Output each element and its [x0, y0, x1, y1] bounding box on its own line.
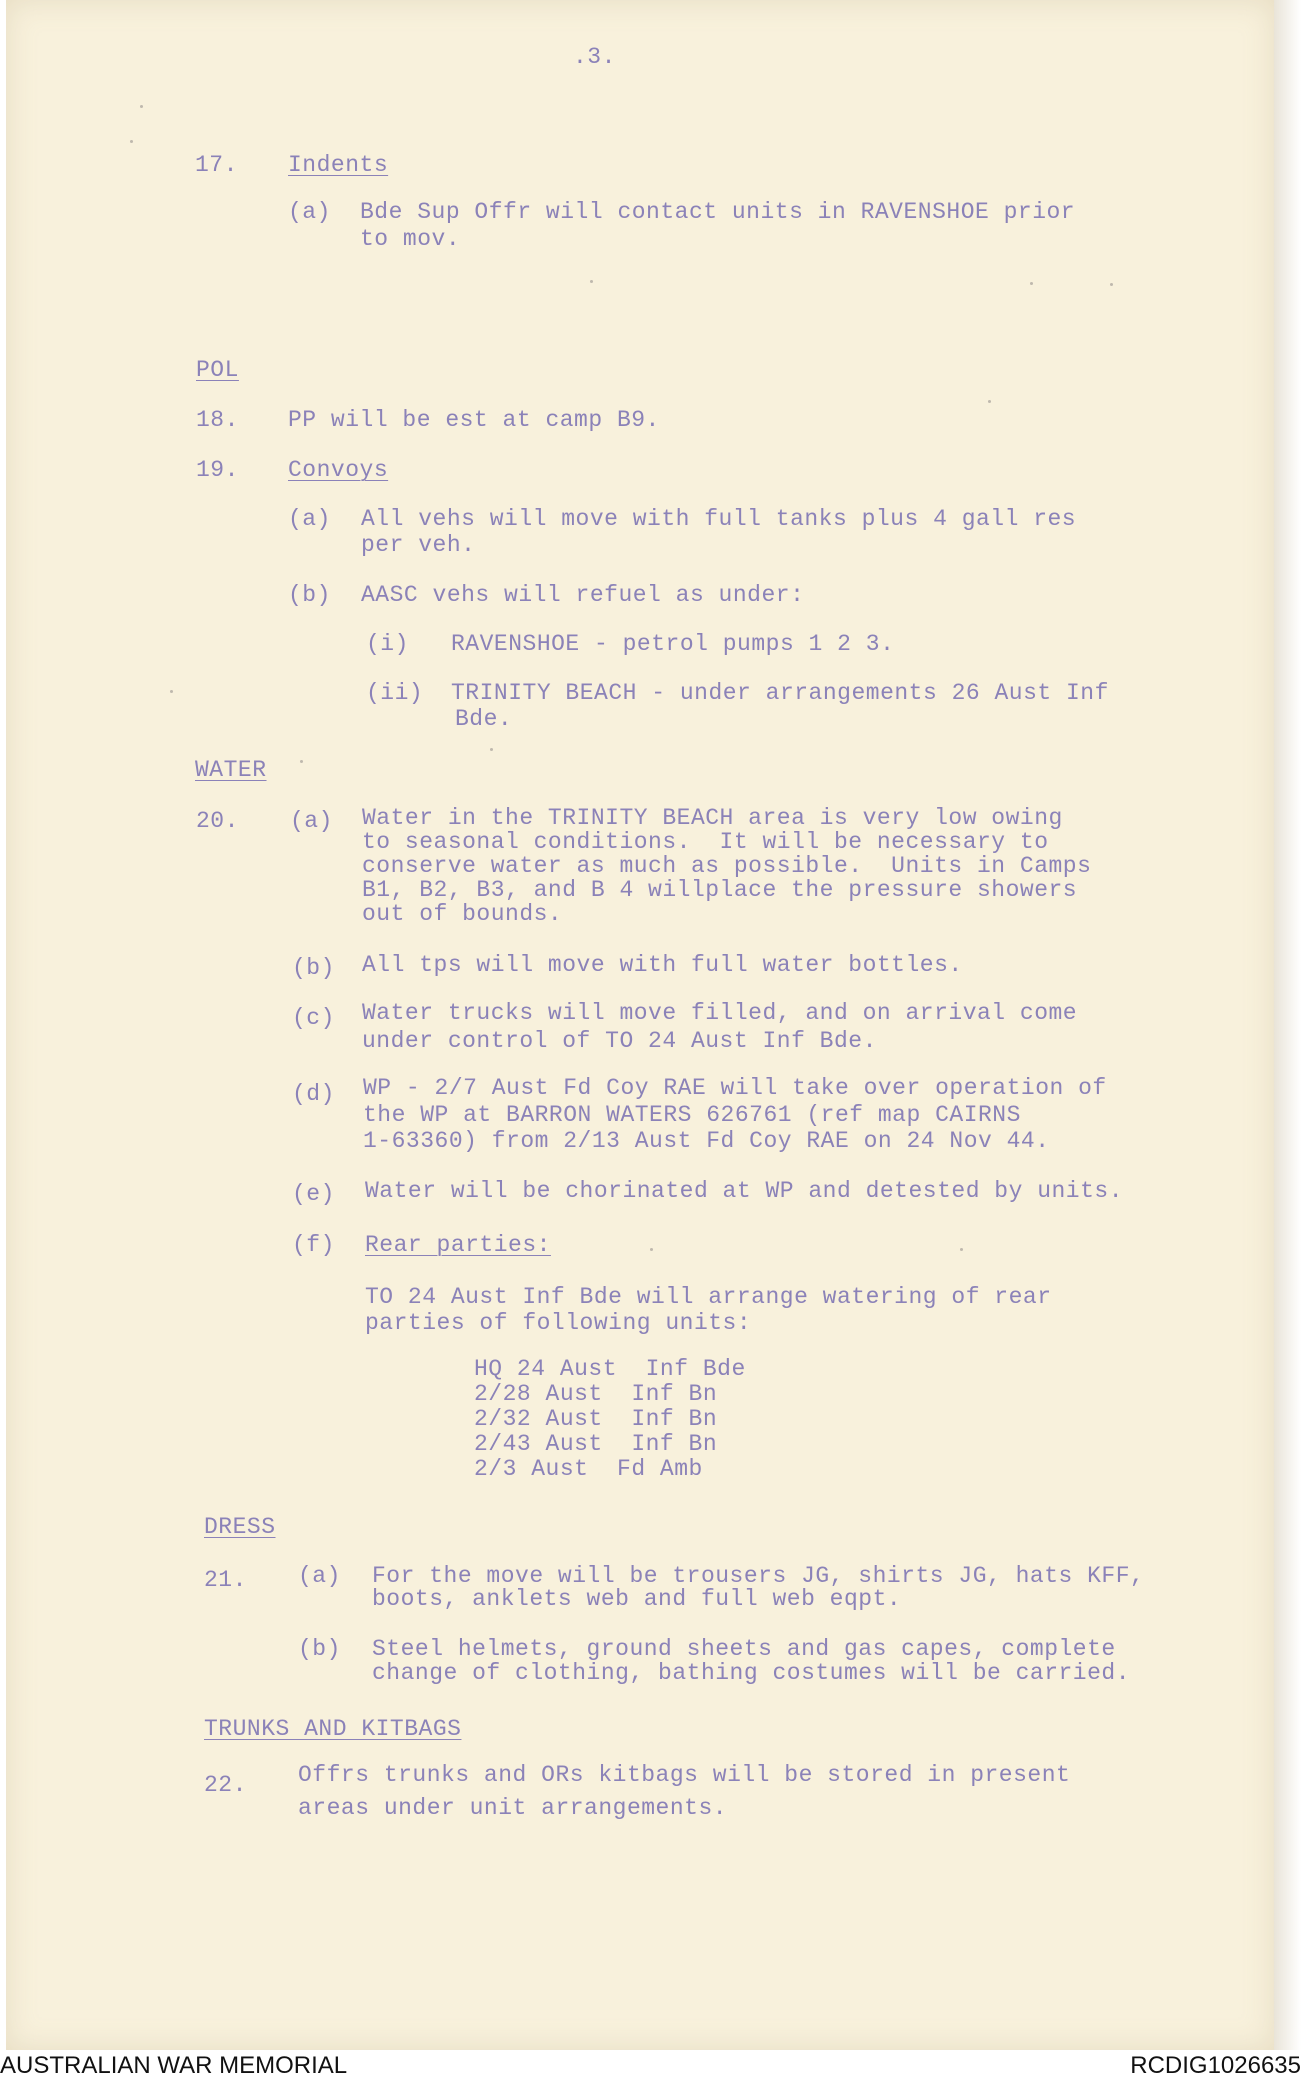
text-s20a-l2: to seasonal conditions. It will be necessary to — [362, 829, 1049, 855]
paper-speck — [988, 400, 991, 403]
text-water-head: WATER — [195, 757, 267, 783]
text-s22-l2: areas under unit arrangements. — [298, 1795, 728, 1821]
text-s19bi-lbl: (i) — [366, 631, 409, 657]
paper-speck — [590, 280, 593, 283]
paper-speck — [130, 140, 133, 143]
text-s20a-lbl: (a) — [290, 808, 333, 834]
text-pol-head: POL — [196, 357, 239, 383]
text-s19bii-l2: Bde. — [455, 706, 513, 732]
text-s19-head: Convoys — [288, 457, 389, 483]
text-s17a-lbl: (a) — [288, 199, 331, 225]
text-s20b-text: All tps will move with full water bottles. — [362, 952, 963, 978]
text-s17a-l2: to mov. — [360, 226, 461, 252]
text-unit2: 2/28 Aust Inf Bn — [474, 1381, 718, 1407]
text-s19b-lbl: (b) — [288, 582, 331, 608]
text-s19-num: 19. — [196, 457, 239, 483]
text-s19b-l1: AASC vehs will refuel as under: — [361, 582, 805, 608]
text-page-number: .3. — [573, 44, 616, 70]
text-s20c-l2: under control of TO 24 Aust Inf Bde. — [362, 1028, 877, 1054]
text-s19a-lbl: (a) — [288, 506, 331, 532]
text-s19bii-lbl: (ii) — [366, 680, 424, 706]
text-unit5: 2/3 Aust Fd Amb — [474, 1456, 703, 1482]
text-s20b-lbl: (b) — [292, 955, 335, 981]
text-s20f-head: Rear parties: — [365, 1232, 551, 1258]
paper-speck — [1110, 283, 1113, 286]
text-s18-text: PP will be est at camp B9. — [288, 407, 660, 433]
text-s20c-l1: Water trucks will move filled, and on arrival come — [362, 1000, 1078, 1026]
text-trunks-head: TRUNKS AND KITBAGS — [204, 1716, 462, 1742]
paper-speck — [650, 1248, 653, 1251]
text-s19a-l1: All vehs will move with full tanks plus 4 gall res — [361, 506, 1077, 532]
text-s20a-l4: B1, B2, B3, and B 4 willplace the pressure showers — [362, 877, 1078, 903]
text-s20e-text: Water will be chorinated at WP and detested by units. — [365, 1178, 1124, 1204]
text-s20f-l2: parties of following units: — [365, 1310, 752, 1336]
text-s20c-lbl: (c) — [292, 1005, 335, 1031]
text-s22-num: 22. — [204, 1772, 247, 1798]
text-s20d-l2: the WP at BARRON WATERS 626761 (ref map CAIRNS — [363, 1102, 1021, 1128]
text-s20e-lbl: (e) — [292, 1181, 335, 1207]
text-unit4: 2/43 Aust Inf Bn — [474, 1431, 718, 1457]
text-dress-head: DRESS — [204, 1514, 276, 1540]
text-s20a-l1: Water in the TRINITY BEACH area is very low owing — [362, 805, 1063, 831]
text-s20a-l3: conserve water as much as possible. Units in Camps — [362, 853, 1092, 879]
text-s18-num: 18. — [196, 407, 239, 433]
text-s20a-l5: out of bounds. — [362, 901, 563, 927]
text-s21b-lbl: (b) — [298, 1636, 341, 1662]
text-s19bii-l1: TRINITY BEACH - under arrangements 26 Aust Inf — [451, 680, 1109, 706]
text-s21b-l1: Steel helmets, ground sheets and gas capes, complete — [372, 1636, 1116, 1662]
paper-speck — [1030, 282, 1033, 285]
footer-id: RCDIG1026635 — [1130, 2050, 1301, 2082]
text-unit1: HQ 24 Aust Inf Bde — [474, 1356, 746, 1382]
paper-speck — [140, 105, 143, 108]
text-s19bi-text: RAVENSHOE - petrol pumps 1 2 3. — [451, 631, 895, 657]
text-s21-num: 21. — [204, 1567, 247, 1593]
text-s19a-l2: per veh. — [361, 532, 476, 558]
text-s21b-l2: change of clothing, bathing costumes will be carried. — [372, 1660, 1131, 1686]
paper-speck — [300, 760, 303, 763]
text-s20d-lbl: (d) — [292, 1081, 335, 1107]
text-s21a-l2: boots, anklets web and full web eqpt. — [372, 1586, 902, 1612]
paper-speck — [490, 748, 493, 751]
text-s21a-lbl: (a) — [298, 1563, 341, 1589]
text-s22-l1: Offrs trunks and ORs kitbags will be stored in present — [298, 1762, 1071, 1788]
text-s20f-lbl: (f) — [292, 1232, 335, 1258]
text-s20d-l1: WP - 2/7 Aust Fd Coy RAE will take over operation of — [363, 1075, 1107, 1101]
text-s17-num: 17. — [195, 152, 238, 178]
text-s17-head: Indents — [288, 152, 389, 178]
text-s21a-l1: For the move will be trousers JG, shirts JG, hats KFF, — [372, 1563, 1145, 1589]
text-unit3: 2/32 Aust Inf Bn — [474, 1406, 718, 1432]
text-s17a-l1: Bde Sup Offr will contact units in RAVENSHOE prior — [360, 199, 1076, 225]
paper-speck — [960, 1248, 963, 1251]
footer-source: AUSTRALIAN WAR MEMORIAL — [0, 2050, 347, 2082]
text-s20d-l3: 1-63360) from 2/13 Aust Fd Coy RAE on 24 Nov 44. — [363, 1128, 1050, 1154]
paper-speck — [170, 690, 173, 693]
text-s20f-l1: TO 24 Aust Inf Bde will arrange watering of rear — [365, 1284, 1052, 1310]
text-s20-num: 20. — [196, 808, 239, 834]
page-edge — [1274, 0, 1301, 2050]
